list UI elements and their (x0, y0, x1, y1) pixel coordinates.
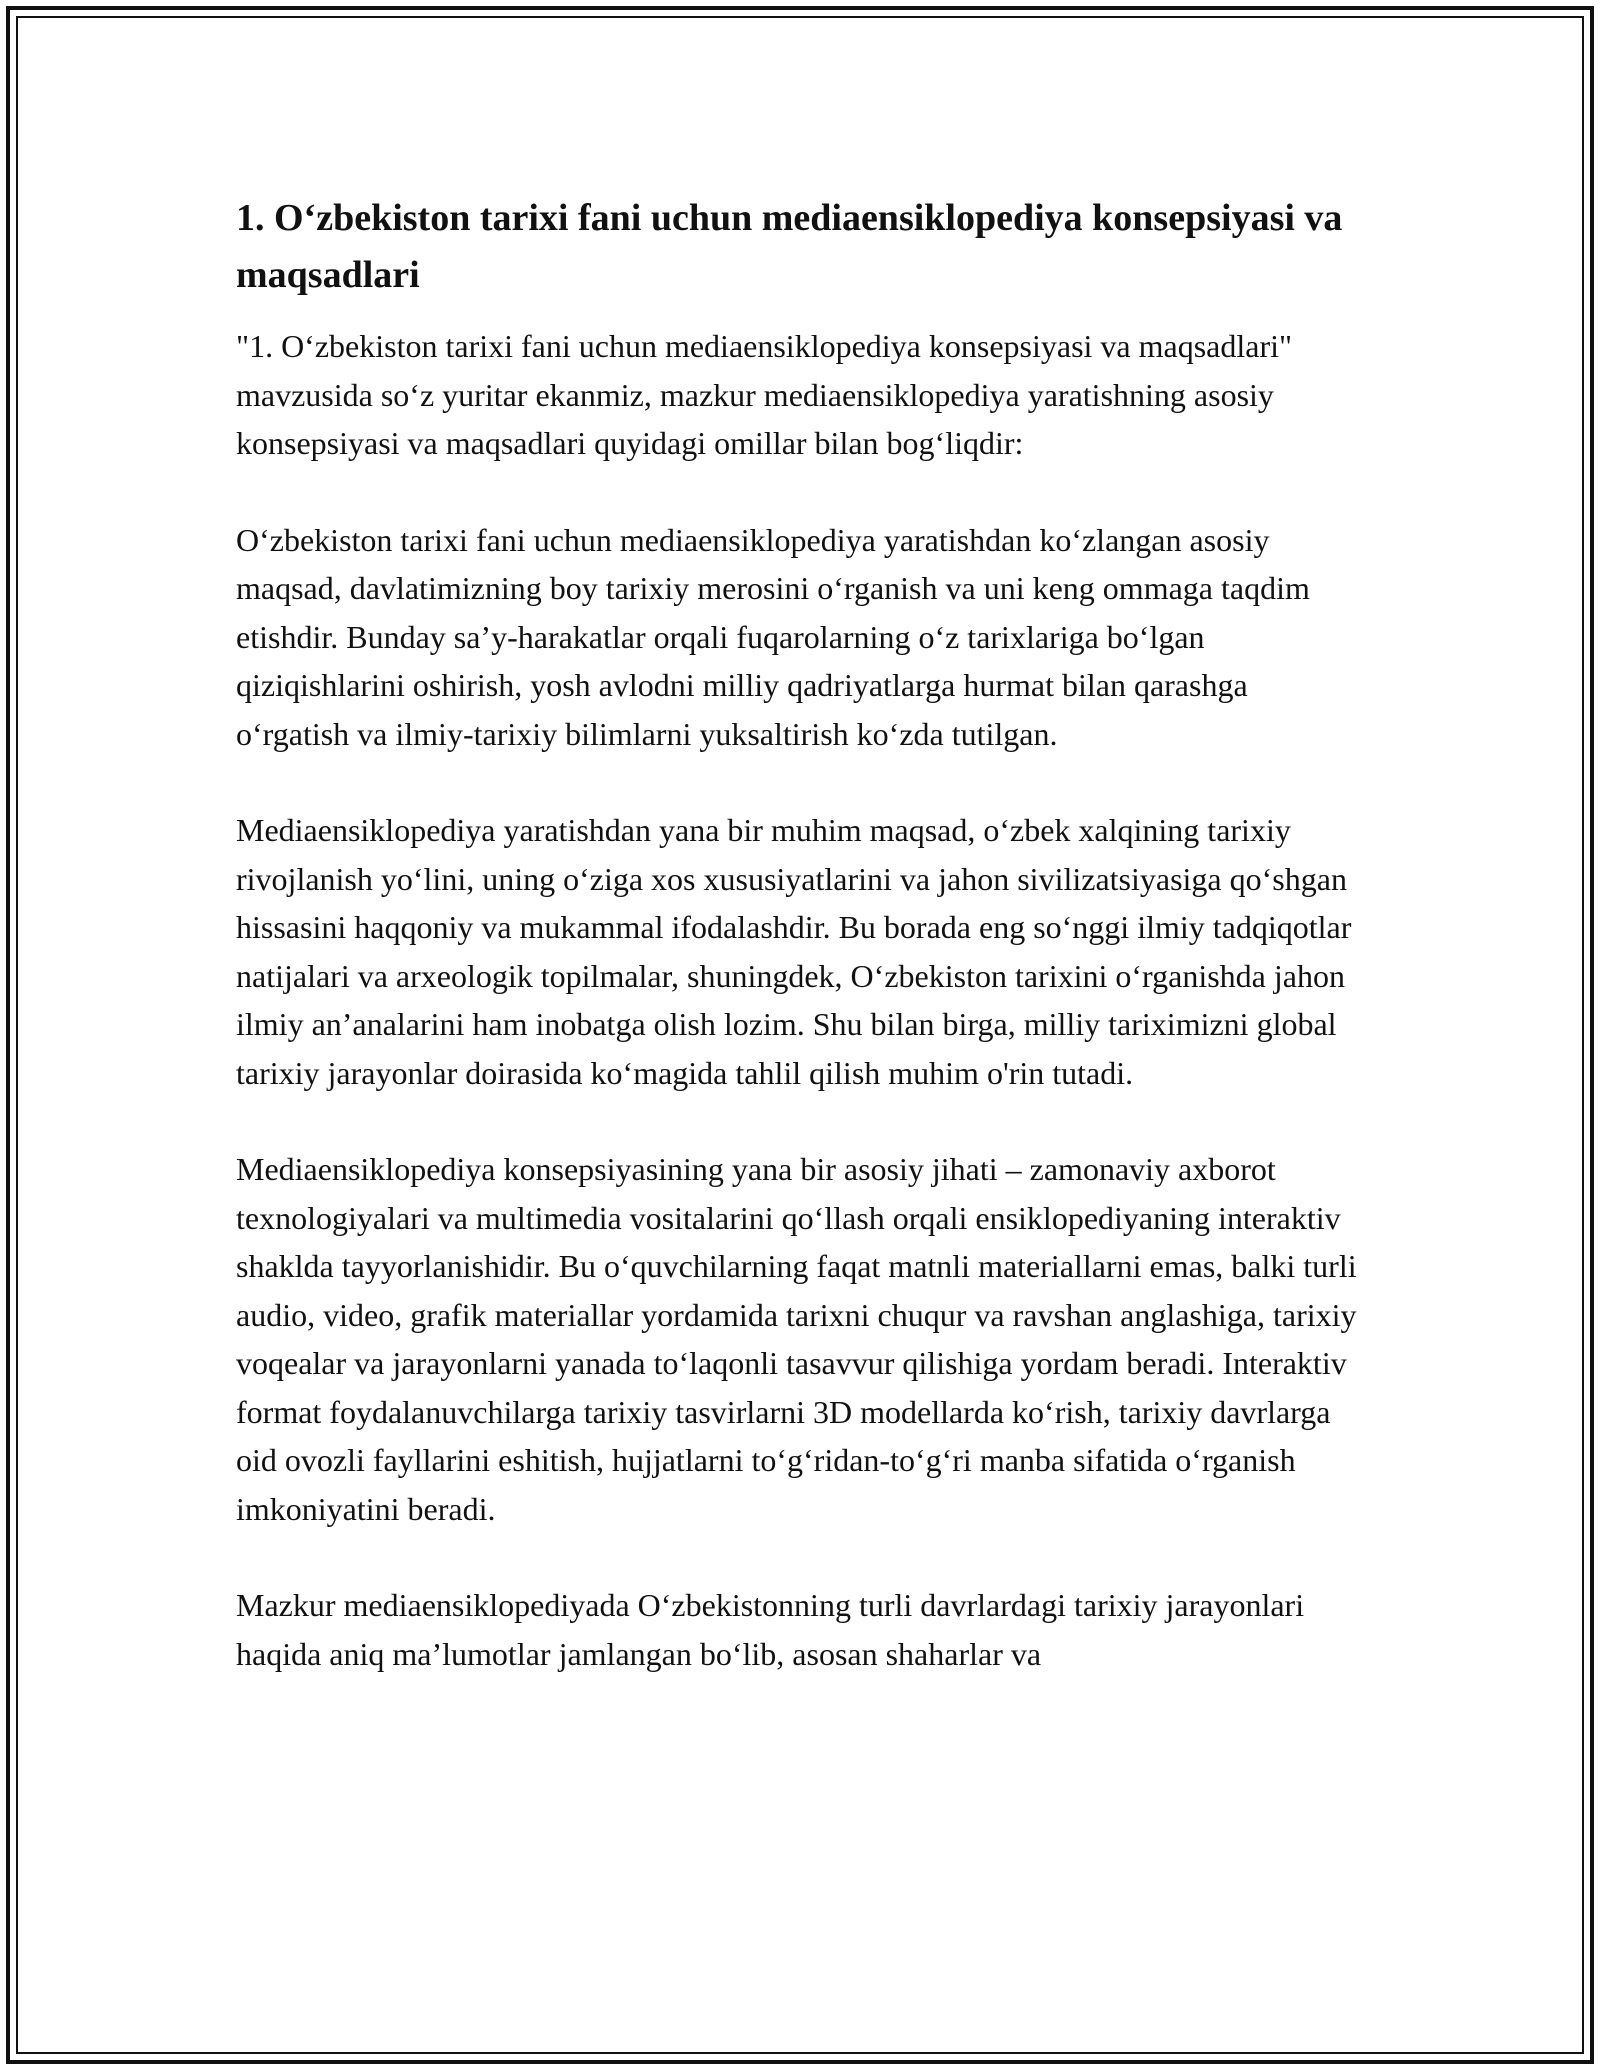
paragraph-concept: Mediaensiklopediya konsepsiyasining yana bir asosiy jihati – zamonaviy axborot texnologiyalari va multimedia vositalarini qoʻllash orqali ensiklopediyaning interaktiv shaklda tayyorlanishidir. Bu oʻquvchilarning faqat matnli materiallarni emas, balki turli audio, video, grafik materiallar yordamida tarixni chuqur va ravshan anglashiga, tarixiy voqealar va jarayonlarni yanada toʻlaqonli tasavvur qilishiga yordam beradi. Interaktiv format foydalanuvchilarga tarixiy tasvirlarni 3D modellarda koʻrish, tarixiy davrlarga oid ovozli fayllarini eshitish, hujjatlarni toʻgʻridan-toʻgʻri manba sifatida oʻrganish imkoniyatini beradi. (236, 1151, 1357, 1527)
paragraph-second-goal: Mediaensiklopediya yaratishdan yana bir muhim maqsad, oʻzbek xalqining tarixiy rivojlanish yoʻlini, uning oʻziga xos xususiyatlarini va jahon sivilizatsiyasiga qoʻshgan hissasini haqqoniy va mukammal ifodalashdir. Bu borada eng soʻnggi ilmiy tadqiqotlar natijalari va arxeologik topilmalar, shuningdek, Oʻzbekiston tarixini oʻrganishda jahon ilmiy anʼanalarini ham inobatga olish lozim. Shu bilan birga, milliy tariximizni global tarixiy jarayonlar doirasida koʻmagida tahlil qilish muhim o'rin tutadi. (236, 812, 1352, 1091)
paragraph-intro: "1. Oʻzbekiston tarixi fani uchun mediaensiklopediya konsepsiyasi va maqsadlari" mavzusida soʻz yuritar ekanmiz, mazkur mediaensiklopediya yaratishning asosiy konsepsiyasi va maqsadlari quyidagi omillar bilan bogʻliqdir: (236, 328, 1293, 461)
paragraph-content-summary: Mazkur mediaensiklopediyada Oʻzbekistonning turli davrlardagi tarixiy jarayonlari haqida aniq maʼlumotlar jamlangan boʻlib, asosan shaharlar va (236, 1587, 1305, 1672)
document-title: 1. Oʻzbekiston tarixi fani uchun mediaensiklopediya konsepsiyasi va maqsadlari (236, 197, 1343, 296)
document-body (236, 190, 1366, 1726)
paragraph-main-goal: Oʻzbekiston tarixi fani uchun mediaensiklopediya yaratishdan koʻzlangan asosiy maqsad, davlatimizning boy tarixiy merosini oʻrganish va uni keng ommaga taqdim etishdir. Bunday saʼy-harakatlar orqali fuqarolarning oʻz tarixlariga boʻlgan qiziqishlarini oshirish, yosh avlodni milliy qadriyatlarga hurmat bilan qarashga oʻrgatish va ilmiy-tarixiy bilimlarni yuksaltirish koʻzda tutilgan. (236, 521, 1310, 752)
